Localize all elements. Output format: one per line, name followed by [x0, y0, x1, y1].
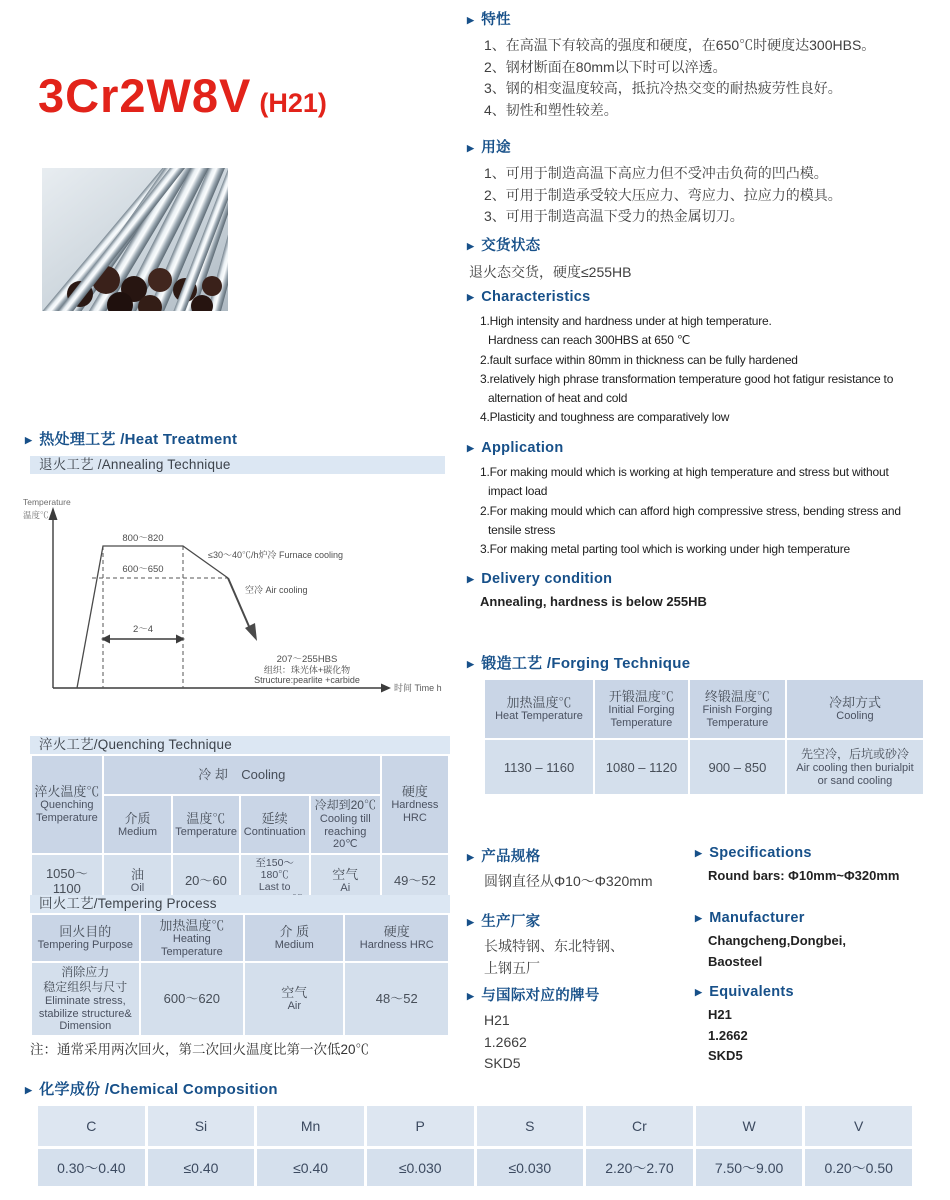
- maker-cn-heading: ▶ 生产厂家: [467, 914, 541, 930]
- equiv-cn-line: SKD5: [484, 1055, 521, 1071]
- element-value: ≤0.40: [148, 1149, 255, 1186]
- heat-temp-header: 加热温度℃ Heat Temperature: [485, 680, 593, 738]
- element-header: V: [805, 1106, 912, 1146]
- specs-cn-text: 圆钢直径从Φ10～Φ320mm: [484, 873, 653, 889]
- air-cooling-label: 空冷 Air cooling: [245, 585, 308, 595]
- forging-heading: [467, 652, 690, 673]
- hardness-header: 硬度 Hardness HRC: [382, 756, 448, 853]
- element-value: ≤0.030: [477, 1149, 584, 1186]
- triangle-bullet-icon: ▶: [467, 292, 475, 302]
- heat-treatment-heading: [25, 428, 237, 449]
- triangle-bullet-icon: ▶: [695, 913, 703, 923]
- triangle-bullet-icon: ▶: [467, 852, 475, 862]
- characteristics-line: 3.relatively high phrase transformation temperature good hot fatigur resistance to: [480, 371, 894, 386]
- maker-en-heading: ▶ Manufacturer: [695, 910, 805, 926]
- triangle-bullet-icon: ▶: [695, 848, 703, 858]
- steel-grade-title: 3Cr2W8V: [38, 69, 252, 122]
- hardness-header: 硬度 Hardness HRC: [345, 915, 448, 961]
- cooling-till-value: 空气 Ai: [311, 855, 380, 907]
- chemical-composition-heading-label: 化学成份 /Chemical Composition: [39, 1081, 278, 1098]
- jiaohuo-text: 退火态交货，硬度≤255HB: [469, 264, 632, 280]
- result-structure-zh-label: 组织：珠光体+碳化物: [263, 665, 351, 675]
- section-texing: [467, 8, 875, 122]
- element-header: C: [38, 1106, 145, 1146]
- application-line: tensile stress: [488, 522, 556, 537]
- cooling-header: 冷 却 Cooling: [104, 756, 380, 794]
- texing-item: 4、韧性和塑性较差。: [484, 102, 618, 119]
- maker-en-line: Changcheng,Dongbei,: [708, 933, 846, 948]
- section-characteristics: [467, 289, 893, 428]
- triangle-bullet-icon: ▶: [467, 443, 475, 453]
- equiv-cn-heading: ▶ 与国际对应的牌号: [467, 988, 600, 1004]
- section-application: [467, 440, 901, 559]
- texing-item: 1、在高温下有较高的强度和硬度，在650℃时硬度达300HBS。: [484, 37, 876, 53]
- equiv-en-line: H21: [708, 1007, 732, 1022]
- heat-treatment-heading-label: 热处理工艺 /Heat Treatment: [39, 431, 238, 448]
- result-structure-en-label: Structure:pearlite +carbide: [254, 675, 360, 685]
- section-jiaohuo: [467, 234, 632, 282]
- quench-temp-value: 1050～1100: [32, 855, 102, 907]
- section-specs-cn: [467, 845, 653, 893]
- characteristics-line: alternation of heat and cold: [488, 391, 628, 406]
- medium-value: 空气 Air: [245, 963, 343, 1035]
- texing-item: 2、钢材断面在80mm以下时可以淬透。: [484, 58, 727, 75]
- element-value: ≤0.40: [257, 1149, 364, 1186]
- hold-temp-label: 800～820: [122, 533, 164, 544]
- element-header: Mn: [257, 1106, 364, 1146]
- yongtu-heading: ▶ 用途: [467, 140, 511, 156]
- section-specs-en: [695, 845, 899, 887]
- triangle-bullet-icon: ▶: [467, 143, 475, 153]
- right-column: [467, 0, 950, 1075]
- element-value: 0.30～0.40: [38, 1149, 145, 1186]
- steel-grade-model: (H21): [259, 88, 327, 118]
- result-hardness-label: 207～255HBS: [276, 654, 338, 665]
- triangle-bullet-icon: ▶: [467, 574, 475, 584]
- specs-en-heading: ▶ Specifications: [695, 845, 812, 861]
- element-value: ≤0.030: [367, 1149, 474, 1186]
- heating-temp-header: 加热温度℃ Heating Temperature: [141, 915, 244, 961]
- hardness-value: 49～52: [382, 855, 448, 907]
- chemical-composition-heading: [25, 1078, 278, 1099]
- section-delivery: [467, 571, 707, 609]
- triangle-bullet-icon: ▶: [467, 15, 475, 25]
- application-line: impact load: [488, 484, 548, 499]
- specs-cn-heading: ▶ 产品规格: [467, 849, 541, 865]
- continuation-header: 延续 Continuation: [241, 796, 309, 853]
- section-yongtu: [467, 136, 842, 228]
- characteristics-line: 1.High intensity and hardness under at high temperature.: [480, 314, 772, 328]
- x-axis-label: 时间 Time h: [394, 683, 442, 693]
- element-value: 7.50～9.00: [696, 1149, 803, 1186]
- maker-cn-line: 上钢五厂: [484, 959, 540, 976]
- triangle-bullet-icon: ▶: [467, 917, 475, 927]
- initial-forging-header: 开锻温度℃ Initial Forging Temperature: [595, 680, 688, 738]
- heating-temp-value: 600～620: [141, 963, 244, 1035]
- element-header: Cr: [586, 1106, 693, 1146]
- initial-forging-value: 1080 – 1120: [595, 740, 688, 794]
- hardness-value: 48～52: [345, 963, 448, 1035]
- equiv-en-line: 1.2662: [708, 1027, 748, 1043]
- hold-time-label: 2～4: [132, 624, 154, 635]
- cooling-mode-header: 冷却方式 Cooling: [787, 680, 923, 738]
- section-equiv-en: [695, 984, 794, 1067]
- element-value: 2.20～2.70: [586, 1149, 693, 1186]
- air-cooling-arrow-icon: [245, 623, 257, 641]
- furnace-cooling-label: ≤30～40℃/h炉冷 Furnace cooling: [208, 550, 344, 560]
- section-maker-en: [695, 910, 846, 972]
- characteristics-line: 2.fault surface within 80mm in thickness can be fully hardened: [480, 352, 798, 367]
- tempering-note: 注：通常采用两次回火，第二次回火温度比第一次低20℃: [30, 1042, 370, 1057]
- element-header: S: [477, 1106, 584, 1146]
- continuation-value: 至150～180℃ Last to: [241, 855, 309, 907]
- element-header: P: [367, 1106, 474, 1146]
- texing-heading: ▶ 特性: [467, 12, 511, 28]
- annealing-curve-chart: [20, 492, 450, 697]
- maker-cn-line: 长城特钢、东北特钢、: [484, 938, 624, 954]
- temperature-header: 温度℃ Temperature: [173, 796, 238, 853]
- delivery-text: Annealing, hardness is below 255HB: [480, 594, 707, 609]
- maker-en-line: Baosteel: [708, 953, 763, 969]
- texing-item: 3、钢的相变温度较高，抵抗冷热交变的耐热疲劳性良好。: [484, 80, 842, 97]
- triangle-bullet-icon: ▶: [467, 991, 475, 1001]
- triangle-bullet-icon: ▶: [467, 659, 475, 669]
- tempering-purpose-header: 回火目的 Tempering Purpose: [32, 915, 139, 961]
- heat-temp-value: 1130 – 1160: [485, 740, 593, 794]
- steel-bars-illustration: [42, 168, 228, 311]
- application-line: 1.For making mould which is working at high temperature and stress but without: [480, 465, 889, 479]
- characteristics-line: Hardness can reach 300HBS at 650 ℃: [488, 333, 691, 348]
- characteristics-line: 4.Plasticity and toughness are comparatively low: [480, 410, 730, 425]
- steel-bars-photo: [42, 168, 228, 311]
- finish-forging-header: 终锻温度℃ Finish Forging Temperature: [690, 680, 785, 738]
- forging-table: [483, 678, 925, 796]
- triangle-bullet-icon: ▶: [695, 987, 703, 997]
- y-axis-label-en: Temperature: [23, 497, 71, 507]
- section-equiv-cn: [467, 984, 600, 1075]
- application-heading: ▶ Application: [467, 440, 564, 456]
- application-line: 3.For making metal parting tool which is working under high temperature: [480, 542, 850, 557]
- medium-header: 介质 Medium: [104, 796, 171, 853]
- delivery-heading: ▶ Delivery condition: [467, 571, 613, 587]
- characteristics-heading: ▶ Characteristics: [467, 289, 591, 305]
- element-value: 0.20～0.50: [805, 1149, 912, 1186]
- tempering-table: [30, 913, 450, 1037]
- triangle-bullet-icon: ▶: [467, 241, 475, 251]
- quenching-table: [30, 754, 450, 909]
- equiv-en-heading: ▶ Equivalents: [695, 984, 794, 1000]
- temperature-value: 20～60: [173, 855, 238, 907]
- forging-heading-label: 锻造工艺 /Forging Technique: [481, 655, 691, 672]
- application-line: 2.For making mould which can afford high compressive stress, bending stress and: [480, 503, 901, 518]
- equiv-en-line: SKD5: [708, 1048, 743, 1063]
- equiv-cn-line: 1.2662: [484, 1033, 527, 1050]
- annealing-technique-bar: 退火工艺 /Annealing Technique: [30, 456, 445, 474]
- triangle-bullet-icon: ▶: [25, 1085, 33, 1095]
- page-title: [38, 68, 327, 123]
- chemical-composition-table: [35, 1103, 915, 1189]
- medium-header: 介 质 Medium: [245, 915, 343, 961]
- y-axis-arrow-icon: [49, 507, 58, 520]
- equiv-cn-line: H21: [484, 1012, 510, 1028]
- intermediate-temp-label: 600～650: [122, 564, 164, 575]
- cooling-mode-value: 先空冷，后坑或砂冷 Air cooling then burialpit or sand cooling: [787, 740, 923, 794]
- triangle-bullet-icon: ▶: [25, 435, 33, 445]
- element-header: Si: [148, 1106, 255, 1146]
- element-header: W: [696, 1106, 803, 1146]
- section-maker-cn: [467, 910, 624, 979]
- tempering-title-bar: 回火工艺/Tempering Process: [30, 895, 450, 913]
- quenching-title-bar: 淬火工艺/Quenching Technique: [30, 736, 450, 754]
- cooling-till-header: 冷却到20℃ Cooling till reaching 20℃: [311, 796, 380, 853]
- yongtu-item: 3、可用于制造高温下受力的热金属切刀。: [484, 208, 744, 225]
- x-axis-arrow-icon: [381, 684, 391, 693]
- finish-forging-value: 900 – 850: [690, 740, 785, 794]
- yongtu-item: 1、可用于制造高温下高应力但不受冲击负荷的凹凸模。: [484, 165, 828, 181]
- yongtu-item: 2、可用于制造承受较大压应力、弯应力、拉应力的模具。: [484, 186, 842, 203]
- quench-temp-header: 淬火温度℃ Quenching Temperature: [32, 756, 102, 853]
- y-axis-label-zh: 温度℃: [23, 510, 49, 520]
- medium-value: 油 Oil: [104, 855, 171, 907]
- specs-en-text: Round bars: Φ10mm~Φ320mm: [708, 868, 900, 883]
- tempering-purpose-value: 消除应力 稳定组织与尺寸 Eliminate stress, stabilize structure& Dimension: [32, 963, 139, 1035]
- jiaohuo-heading: ▶ 交货状态: [467, 238, 541, 254]
